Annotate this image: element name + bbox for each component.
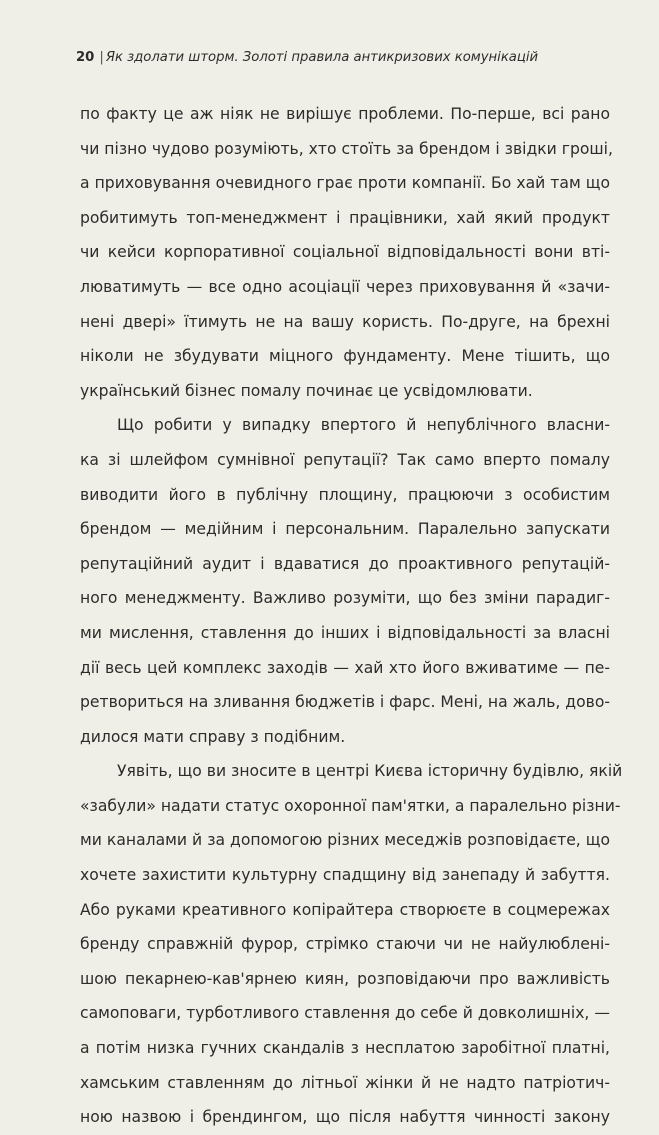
text-line: нені двері» їтимуть не на вашу користь. По-друге, на брехні [80, 312, 610, 331]
text-line: репутаційний аудит і вдаватися до проактивного репутацій- [80, 554, 610, 573]
body-text [80, 97, 623, 1135]
text-line: самоповаги, турботливого ставлення до себе й довколишніх, — [80, 1004, 610, 1023]
text-line: Або руками креативного копірайтера створюєте в соцмережах [80, 900, 610, 919]
text-line: ка зі шлейфом сумнівної репутації? Так само вперто помалу [80, 450, 610, 469]
text-line: брендом — медійним і персональним. Паралельно запускати [80, 520, 610, 539]
text-line: шою пекарнею-кав'ярнею киян, розповідаючи про важливість [80, 969, 610, 988]
text-line: чи кейси корпоративної соціальної відповідальності вони вті- [80, 243, 610, 262]
text-line: ного менеджменту. Важливо розуміти, що без зміни парадиг- [80, 589, 610, 608]
text-line: Що робити у випадку впертого й непублічного власни- [117, 416, 610, 435]
text-line: виводити його в публічну площину, працюючи з особистим [80, 485, 610, 504]
running-title: Як здолати шторм. Золоті правила антикризових комунікацій [105, 50, 539, 65]
text-line: робитимуть топ-менеджмент і працівники, хай який продукт [80, 208, 610, 227]
text-line: ми мислення, ставлення до інших і відповідальності за власні [80, 623, 610, 642]
text-line: а приховування очевидного грає проти компанії. Бо хай там що [80, 174, 610, 193]
text-line: український бізнес помалу починає це усвідомлювати. [80, 381, 533, 400]
text-line: хамським ставленням до літньої жінки й не надто патріотич- [80, 1073, 610, 1092]
text-line: бренду справжній фурор, стрімко стаючи чи не найулюблені- [80, 935, 610, 954]
text-line: ною назвою і брендингом, що після набуття чинності закону [80, 1108, 610, 1127]
text-line: дії весь цей комплекс заходів — хай хто його вживатиме — пе- [80, 658, 610, 677]
paragraph [80, 97, 613, 408]
text-line: Уявіть, що ви зносите в центрі Києва історичну будівлю, якій [117, 762, 623, 781]
text-line: по факту це аж ніяк не вирішує проблеми. По-перше, всі рано [80, 105, 610, 123]
text-line: ретвориться на зливання бюджетів і фарс. Мені, на жаль, дово- [80, 693, 610, 712]
text-line: люватимуть — все одно асоціації через приховування й «зачи- [80, 277, 610, 296]
paragraph [80, 408, 610, 754]
text-line: «забули» надати статус охоронної пам'ятки, а паралельно різни- [80, 796, 621, 815]
text-line: дилося мати справу з подібним. [80, 727, 346, 746]
text-line: ми каналами й за допомогою різних меседжів розповідаєте, що [80, 831, 610, 850]
text-line: хочете захистити культурну спадщину від занепаду й забуття. [80, 866, 610, 885]
text-line: чи пізно чудово розуміють, хто стоїть за брендом і звідки гроші, [80, 139, 613, 158]
text-line: а потім низка гучних скандалів з несплатою заробітної платні, [80, 1039, 610, 1058]
paragraph [80, 754, 623, 1135]
text-line: ніколи не збудувати міцного фундаменту. Мене тішить, що [80, 347, 610, 366]
running-header [76, 50, 596, 74]
page-number: 20 [76, 50, 95, 65]
header-separator: | [99, 50, 104, 65]
